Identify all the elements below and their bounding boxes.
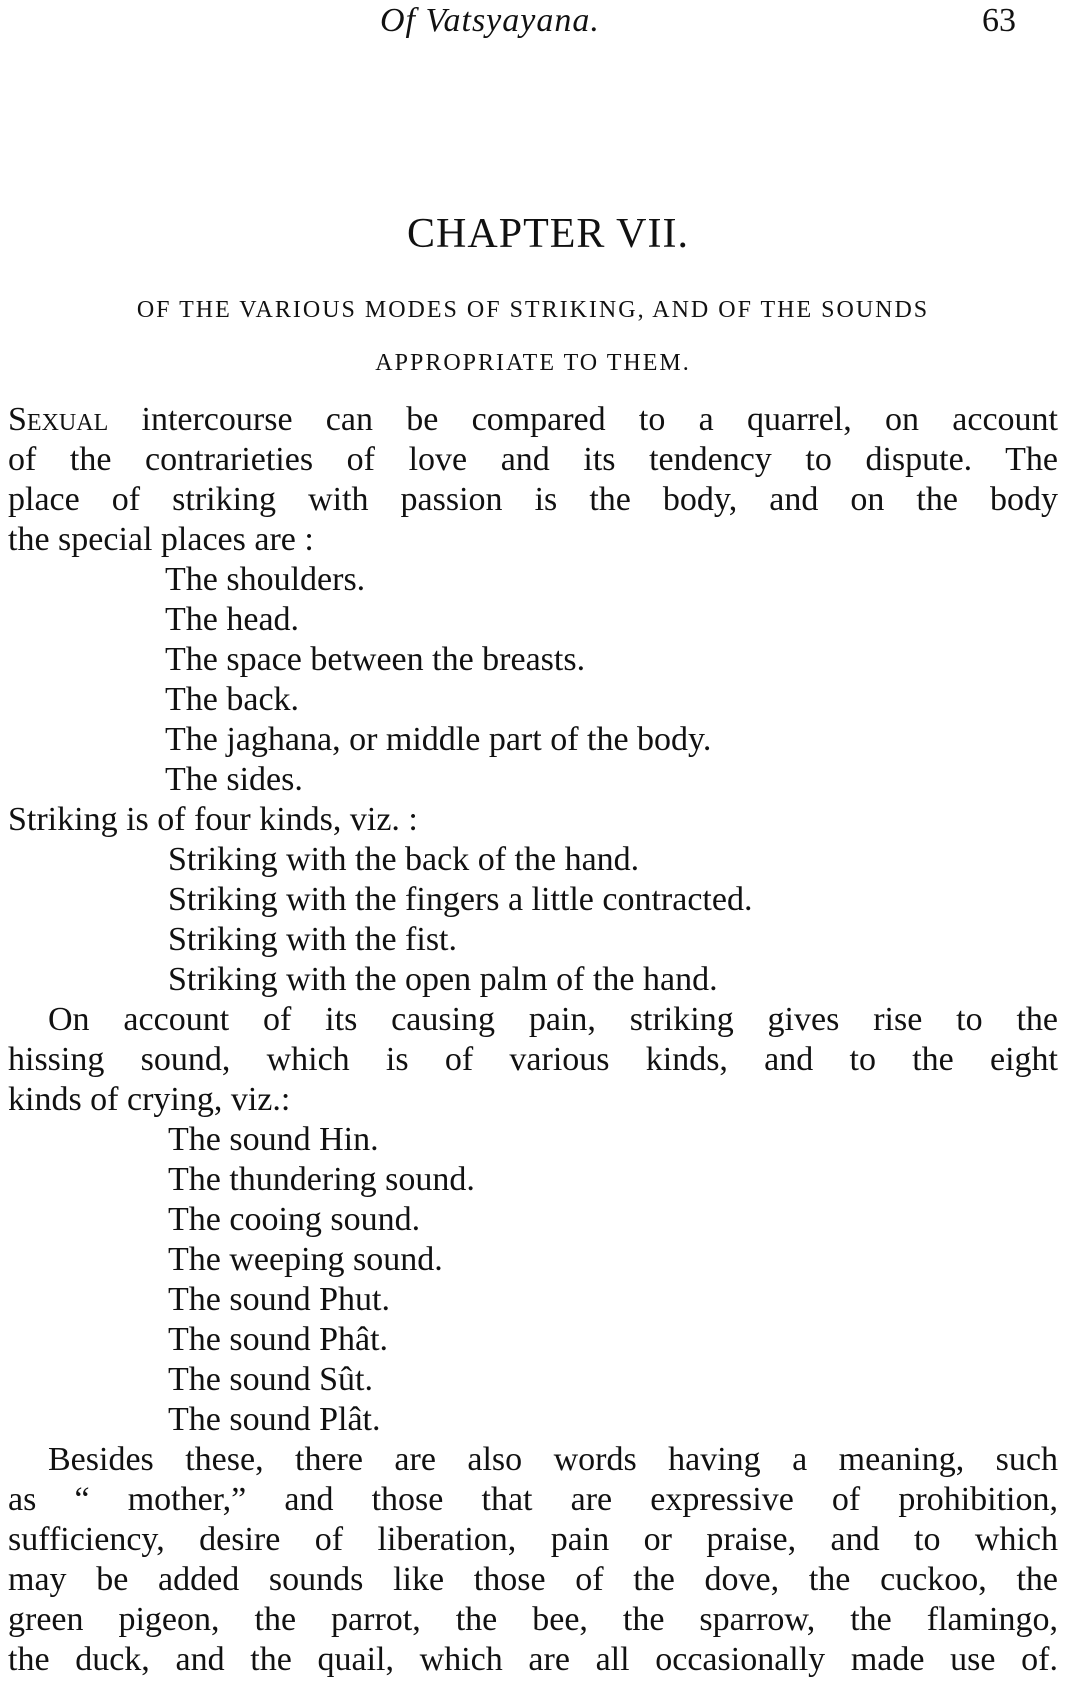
list-item: The shoulders. — [165, 561, 366, 598]
paragraph-3-line-5: green pigeon, the parrot, the bee, the sparrow, the flamingo, — [8, 1601, 1058, 1638]
paragraph-3-line-1: Besides these, there are also words having a meaning, such — [48, 1441, 1058, 1478]
list-item: The jaghana, or middle part of the body. — [165, 721, 712, 758]
paragraph-1-line-4: the special places are : — [8, 521, 314, 558]
chapter-subtitle-line-2: APPROPRIATE TO THEM. — [375, 350, 691, 376]
page-body — [8, 400, 1058, 1680]
paragraph-1-line-1 — [8, 400, 1058, 440]
list-item: The thundering sound. — [168, 1161, 475, 1198]
list-item: The sides. — [165, 761, 303, 798]
paragraph-2-line-3: kinds of crying, viz.: — [8, 1081, 291, 1118]
list-item: The weeping sound. — [168, 1241, 443, 1278]
paragraph-2-line-1: On account of its causing pain, striking gives rise to the — [48, 1001, 1058, 1038]
list-item: Striking with the open palm of the hand. — [168, 961, 718, 998]
list-item: Striking with the fist. — [168, 921, 457, 958]
list-item: The sound Hin. — [168, 1121, 379, 1158]
running-header — [0, 2, 1066, 52]
page-number: 63 — [982, 2, 1016, 39]
list-item: The sound Sût. — [168, 1361, 373, 1398]
paragraph-1-line-2: of the contrarieties of love and its tendency to dispute. The — [8, 441, 1058, 478]
paragraph-1-line-1-rest: intercourse can be compared to a quarrel, on account — [108, 401, 1058, 438]
paragraph-1-line-3: place of striking with passion is the body, and on the body — [8, 481, 1058, 518]
list-item: The cooing sound. — [168, 1201, 421, 1238]
list-item: The head. — [165, 601, 300, 638]
paragraph-3-line-6: the duck, and the quail, which are all occasionally made use of. — [8, 1641, 1058, 1678]
paragraph-3-line-4: may be added sounds like those of the dove, the cuckoo, the — [8, 1561, 1058, 1598]
paragraph-3-line-3: sufficiency, desire of liberation, pain or praise, and to which — [8, 1521, 1058, 1558]
paragraph-2-line-2: hissing sound, which is of various kinds, and to the eight — [8, 1041, 1058, 1078]
list-item: The sound Plât. — [168, 1401, 381, 1438]
list-item: The sound Phât. — [168, 1321, 389, 1358]
places-list — [8, 560, 1058, 800]
paragraph-1-lead-word: Sexual — [8, 401, 109, 438]
paragraph-3-line-2: as “ mother,” and those that are expressive of prohibition, — [8, 1481, 1058, 1518]
chapter-title: CHAPTER VII. — [407, 211, 689, 257]
list-item: Striking with the back of the hand. — [168, 841, 640, 878]
running-title: Of Vatsyayana. — [380, 2, 600, 39]
striking-intro: Striking is of four kinds, viz. : — [8, 801, 418, 838]
striking-kinds-list — [8, 840, 1058, 1000]
list-item: The sound Phut. — [168, 1281, 390, 1318]
list-item: Striking with the fingers a little contracted. — [168, 881, 753, 918]
list-item: The back. — [165, 681, 300, 718]
chapter-subtitle-line-1: OF THE VARIOUS MODES OF STRIKING, AND OF THE SOUNDS — [136, 297, 930, 323]
list-item: The space between the breasts. — [165, 641, 586, 678]
sounds-list — [8, 1120, 1058, 1440]
